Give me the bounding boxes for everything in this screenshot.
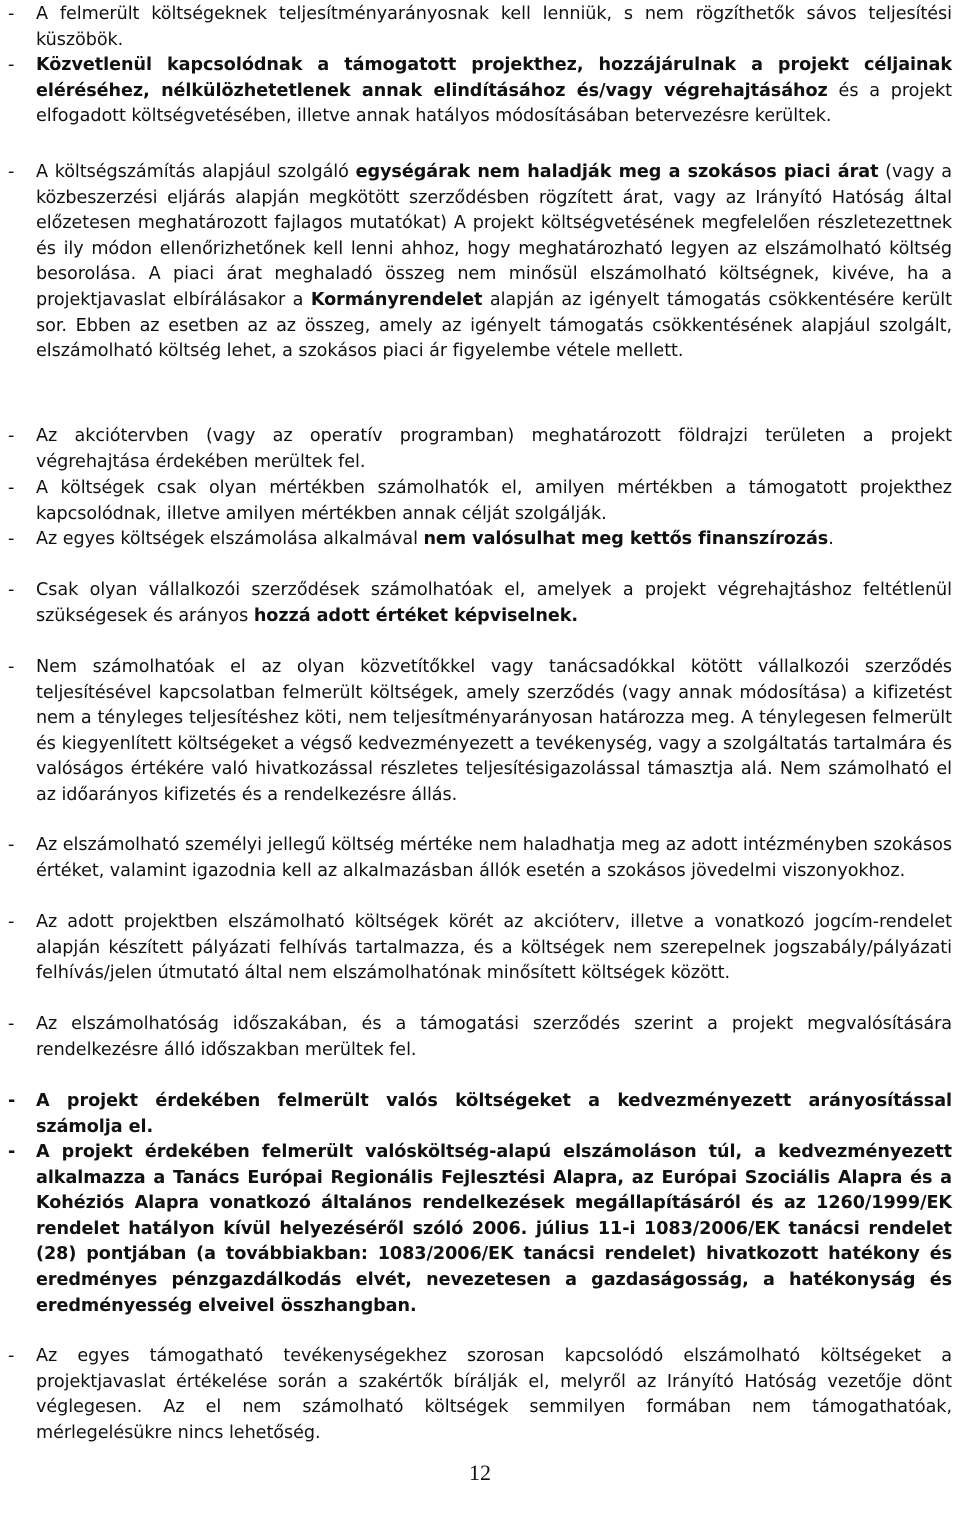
list-bullet: - <box>8 55 15 75</box>
list-item-text: A költségek csak olyan mértékben számolhatók el, amilyen mértékben a támogatott projekthez kapcsolódnak, illetve amilyen mértékben annak célját szolgálják. <box>36 478 952 524</box>
list-bullet: - <box>8 1091 16 1111</box>
list-item-text: Az egyes támogatható tevékenységekhez szorosan kapcsolódó elszámolható költségeket a projektjavaslat értékelése során a szakértők bírálják el, melyről az Irányító Hatóság vezetője dönt véglegesen. Az el nem számolható költségek semmilyen formában nem támogathatóak, mérlegelésükre nincs lehetőség. <box>36 1346 952 1443</box>
list-item <box>8 1012 952 1063</box>
list-bullet: - <box>8 162 15 182</box>
list-item <box>8 424 952 475</box>
list-bullet: - <box>8 1346 15 1366</box>
page-number: 12 <box>469 1460 491 1485</box>
list-bullet: - <box>8 835 15 855</box>
bold-text: egységárak nem haladják meg a szokásos piaci árat <box>355 162 879 182</box>
list-bullet: - <box>8 912 15 932</box>
bold-text: Kormányrendelet <box>310 289 483 310</box>
list-item <box>8 2 952 53</box>
list-item <box>8 476 952 527</box>
list-item <box>8 578 952 629</box>
list-item-text: Csak olyan vállalkozói szerződések számolhatóak el, amelyek a projekt végrehajtáshoz feltétlenül szükségesek és arányos <box>36 580 952 626</box>
list-item-text: A projekt érdekében felmerült valós költségeket a kedvezményezett arányosítással számolja el. <box>36 1091 952 1137</box>
list-item <box>8 655 952 809</box>
list-item-text: (vagy a közbeszerzési eljárás alapján megkötött szerződésben rögzített árat, vagy az Irányító Hatóság által előzetesen meghatározott fajlagos mutatókat) A projekt költségvetésének megfelelően részletezettnek és ily módon ellenőrizhetőnek kell lenni ahhoz, hogy meghatározható legyen az elszámolható költség besorolása. A piaci árat meghaladó összeg nem minősül elszámolható költségnek, kivéve, ha a projektjavaslat elbírálásakor a <box>36 162 952 310</box>
list-item <box>8 910 952 987</box>
list-item-text: Az adott projektben elszámolható költségek körét az akcióterv, illetve a vonatkozó jogcím-rendelet alapján készített pályázati felhívás tartalmazza, és a költségek nem szerepelnek jogszabály/pályázati felhívás/jelen útmutató által nem elszámolhatónak minősített költségek között. <box>36 912 952 984</box>
list-item <box>8 527 952 553</box>
bold-text: Közvetlenül kapcsolódnak a támogatott projekthez, hozzájárulnak a projekt céljainak eléréséhez, nélkülözhetetlenek annak elindításához és/vagy végrehajtásához <box>36 55 952 101</box>
list-bullet: - <box>8 529 15 549</box>
bold-text: nem valósulhat meg kettős finanszírozás <box>423 529 829 549</box>
list-item-text: A felmerült költségeknek teljesítményarányosnak kell lenniük, s nem rögzíthetők sávos teljesítési küszöbök. <box>36 4 952 50</box>
list-item <box>8 53 952 130</box>
list-item-text: és a projekt elfogadott költségvetésében, illetve annak hatályos módosításában betervezésre kerültek. <box>36 80 952 127</box>
list-item-text: Az elszámolhatóság időszakában, és a támogatási szerződés szerint a projekt megvalósítására rendelkezésre álló időszakban merültek fel. <box>36 1014 952 1060</box>
list-bullet: - <box>8 1142 16 1162</box>
list-bullet: - <box>8 478 15 498</box>
list-item-text: alapján az igényelt támogatás csökkentésére került sor. Ebben az esetben az az összeg, amely az igényelt támogatás csökkentésének alapjául szolgált, elszámolható költség lehet, a szokásos piaci ár figyelembe vétele mellett. <box>36 289 952 362</box>
list-item <box>8 160 952 365</box>
list-item-text: Az elszámolható személyi jellegű költség mértéke nem haladhatja meg az adott intézményben szokásos értéket, valamint igazodnia kell az alkalmazásban állók esetén a szokásos jövedelmi viszonyokhoz. <box>36 835 952 881</box>
list-item-text: A költségszámítás alapjául szolgáló <box>36 162 356 182</box>
list-bullet: - <box>8 1014 15 1034</box>
list-item <box>8 1344 952 1446</box>
list-item-text: A projekt érdekében felmerült valósköltség-alapú elszámoláson túl, a kedvezményezett alkalmazza a Tanács Európai Regionális Fejlesztési Alapra, az Európai Szociális Alapra és a Kohéziós Alapra vonatkozó általános rendelkezések megállapításáról és az 1260/1999/EK rendelet hatályon kívül helyezéséről szóló 2006. július 11-i 1083/2006/EK tanácsi rendelet (28) pontjában (a továbbiakban: 1083/2006/EK tanácsi rendelet) hivatkozott hatékony és eredményes pénzgazdálkodás elvét, nevezetesen a gazdaságosság, a hatékonyság és eredményesség elveivel összhangban. <box>36 1142 952 1316</box>
list-item-text: . <box>828 529 834 549</box>
list-item <box>8 1089 952 1140</box>
list-bullet: - <box>8 657 15 677</box>
list-bullet: - <box>8 426 15 446</box>
bold-text: hozzá adott értéket képviselnek. <box>253 605 578 626</box>
list-item <box>8 833 952 884</box>
list-item-text: Nem számolhatóak el az olyan közvetítőkkel vagy tanácsadókkal kötött vállalkozói szerződés teljesítésével kapcsolatban felmerült költségek, amely szerződés (vagy annak módosítása) a kifizetést nem a tényleges teljesítéshez köti, nem teljesítményarányosan határozza meg. A ténylegesen felmerült és kiegyenlített költségeket a végső kedvezményezett a tevékenység, vagy a szolgáltatás tartalmára és valóságos értékére való hivatkozással részletes teljesítésigazolással támasztja alá. Nem számolható el az időarányos kifizetés és a rendelkezésre állás. <box>36 657 952 805</box>
list-item-text: Az egyes költségek elszámolása alkalmával <box>36 529 424 549</box>
list-bullet: - <box>8 4 15 24</box>
list-bullet: - <box>8 580 15 600</box>
list-item-text: Az akciótervben (vagy az operatív programban) meghatározott földrajzi területen a projekt végrehajtása érdekében merültek fel. <box>36 426 952 472</box>
list-item <box>8 1140 952 1319</box>
